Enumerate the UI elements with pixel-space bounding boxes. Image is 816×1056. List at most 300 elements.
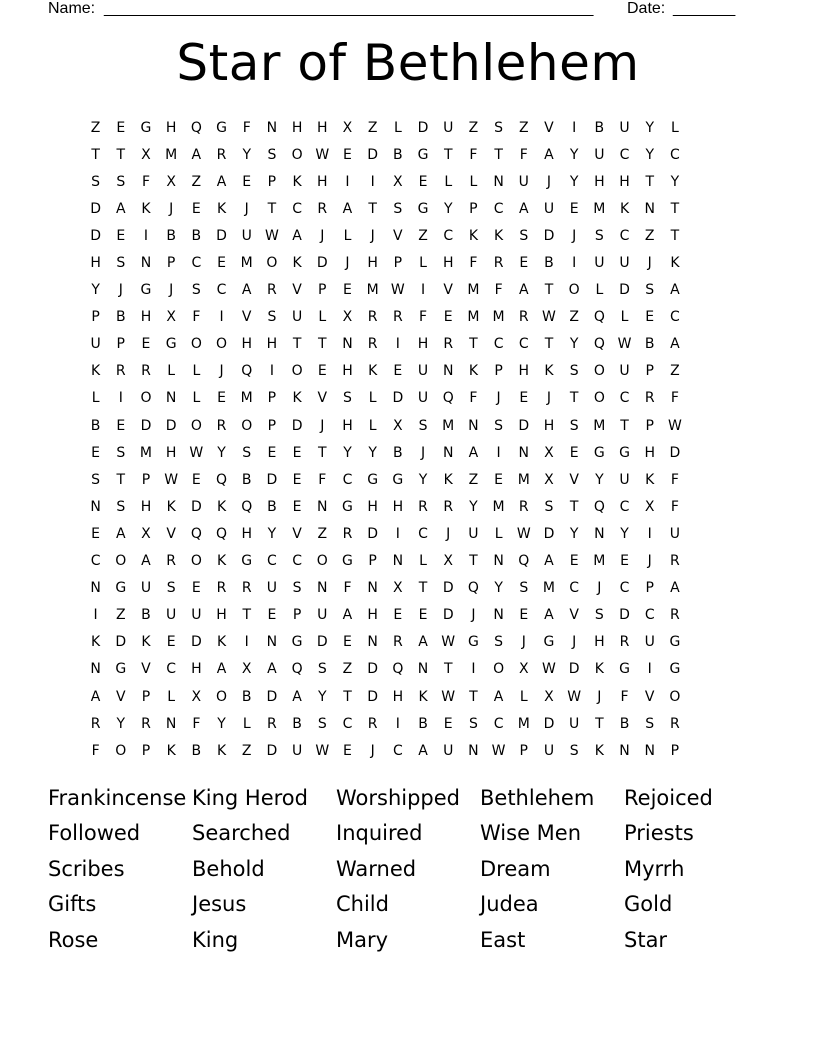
grid-letter: S <box>569 417 579 434</box>
grid-letter: G <box>291 634 303 651</box>
grid-letter: F <box>469 390 478 407</box>
word-bank-item: King Herod <box>192 785 308 810</box>
grid-letter: S <box>544 498 554 515</box>
grid-letter: D <box>417 119 429 136</box>
grid-letter: G <box>619 444 630 461</box>
grid-letter: E <box>166 634 176 651</box>
grid-letter: P <box>166 255 176 272</box>
grid-letter: M <box>492 498 505 515</box>
grid-letter: F <box>469 255 478 272</box>
grid-letter: Y <box>645 146 654 163</box>
grid-letter: F <box>494 282 503 299</box>
grid-letter: W <box>542 309 556 326</box>
grid-letter: R <box>392 309 403 326</box>
grid-letter: Q <box>392 661 404 678</box>
grid-letter: P <box>670 742 680 759</box>
word-bank <box>48 780 768 958</box>
grid-letter: N <box>442 363 454 380</box>
word-bank-item: Scribes <box>48 856 125 881</box>
grid-letter: S <box>393 200 403 217</box>
grid-letter: D <box>266 471 278 488</box>
grid-letter: E <box>569 444 579 461</box>
grid-letter: K <box>619 200 630 217</box>
grid-letter: H <box>216 607 227 624</box>
grid-letter: U <box>291 309 303 326</box>
grid-letter: L <box>494 525 503 542</box>
grid-letter: T <box>544 336 554 353</box>
grid-letter: T <box>620 417 629 434</box>
grid-letter: X <box>241 661 252 678</box>
grid-letter: O <box>568 282 580 299</box>
grid-letter: X <box>518 661 529 678</box>
grid-letter: P <box>318 282 327 299</box>
grid-letter: P <box>393 255 403 272</box>
grid-letter: K <box>166 742 176 759</box>
grid-letter: S <box>292 580 302 597</box>
grid-letter: E <box>116 417 126 434</box>
grid-letter: N <box>392 553 404 570</box>
grid-letter: V <box>292 282 302 299</box>
grid-letter: X <box>544 444 554 461</box>
grid-letter: O <box>216 688 228 705</box>
grid-letter: E <box>242 173 252 190</box>
grid-letter: O <box>669 688 681 705</box>
grid-letter: G <box>467 634 479 651</box>
grid-letter: C <box>493 200 504 217</box>
grid-letter: E <box>569 553 579 570</box>
grid-letter: N <box>442 444 454 461</box>
grid-letter: N <box>644 742 655 759</box>
grid-letter: G <box>669 634 681 651</box>
grid-letter: U <box>291 742 303 759</box>
grid-letter: T <box>418 580 428 597</box>
grid-letter: K <box>216 742 227 759</box>
grid-letter: X <box>544 471 554 488</box>
grid-letter: S <box>494 634 504 651</box>
grid-letter: S <box>494 119 504 136</box>
grid-letter: J <box>219 363 224 380</box>
grid-row <box>83 493 733 520</box>
grid-letter: P <box>519 742 528 759</box>
grid-letter: J <box>370 227 375 244</box>
grid-letter: T <box>91 146 100 163</box>
grid-letter: S <box>242 444 252 461</box>
grid-letter: A <box>418 742 428 759</box>
grid-letter: Z <box>191 173 202 190</box>
grid-letter: E <box>116 119 126 136</box>
grid-letter: R <box>241 580 252 597</box>
word-bank-item: Frankincense <box>48 785 187 810</box>
word-bank-item: Rose <box>48 927 99 952</box>
grid-letter: W <box>315 146 330 163</box>
grid-letter: A <box>115 525 126 542</box>
grid-letter: F <box>192 715 201 732</box>
grid-letter: N <box>90 580 101 597</box>
name-blank: _______________________________________________________ <box>104 0 594 17</box>
grid-letter: W <box>567 688 582 705</box>
grid-letter: H <box>317 119 328 136</box>
grid-letter: R <box>443 336 454 353</box>
grid-letter: A <box>670 282 680 299</box>
grid-letter: Y <box>670 173 680 190</box>
grid-letter: B <box>166 227 176 244</box>
grid-letter: D <box>367 688 379 705</box>
grid-letter: Y <box>418 471 428 488</box>
grid-letter: A <box>115 200 126 217</box>
word-bank-item: East <box>480 927 526 952</box>
word-bank-item: Mary <box>336 927 389 952</box>
grid-letter: P <box>368 553 377 570</box>
grid-letter: I <box>572 255 577 272</box>
grid-letter: G <box>367 471 379 488</box>
grid-letter: E <box>292 444 302 461</box>
grid-letter: D <box>190 498 202 515</box>
grid-letter: S <box>645 282 655 299</box>
grid-letter: Y <box>318 688 327 705</box>
grid-letter: S <box>594 607 604 624</box>
grid-letter: G <box>669 661 681 678</box>
grid-letter: S <box>191 282 201 299</box>
name-date-line <box>48 0 748 20</box>
grid-letter: G <box>165 336 177 353</box>
grid-letter: H <box>317 173 328 190</box>
grid-letter: H <box>392 688 404 705</box>
grid-letter: I <box>647 525 652 542</box>
grid-letter: N <box>493 173 504 190</box>
word-bank-item: Rejoiced <box>624 785 713 810</box>
grid-letter: C <box>644 607 655 624</box>
grid-letter: C <box>493 336 504 353</box>
grid-letter: T <box>544 282 554 299</box>
grid-letter: Y <box>217 715 226 732</box>
grid-letter: Z <box>644 227 655 244</box>
grid-letter: R <box>216 146 227 163</box>
grid-letter: Q <box>241 363 253 380</box>
grid-letter: G <box>543 634 555 651</box>
grid-letter: E <box>91 444 101 461</box>
grid-letter: H <box>140 498 152 515</box>
grid-letter: V <box>317 390 328 407</box>
grid-letter: Q <box>442 390 454 407</box>
grid-letter: U <box>443 119 454 136</box>
grid-letter: N <box>367 634 378 651</box>
grid-letter: R <box>367 715 378 732</box>
grid-letter: W <box>441 634 456 651</box>
grid-letter: Y <box>494 580 503 597</box>
grid-letter: T <box>469 553 478 570</box>
grid-letter: J <box>597 688 602 705</box>
grid-letter: Z <box>569 309 579 326</box>
grid-letter: D <box>367 661 379 678</box>
grid-letter: J <box>647 255 652 272</box>
grid-letter: N <box>90 498 101 515</box>
grid-letter: L <box>343 227 352 244</box>
grid-letter: P <box>494 363 503 380</box>
grid-letter: R <box>367 336 378 353</box>
grid-letter: H <box>165 444 177 461</box>
grid-letter: L <box>620 309 629 326</box>
grid-letter: D <box>115 634 127 651</box>
grid-letter: O <box>190 553 202 570</box>
grid-letter: H <box>367 255 378 272</box>
grid-letter: O <box>593 390 605 407</box>
grid-letter: C <box>619 498 630 515</box>
grid-letter: I <box>420 282 426 299</box>
grid-letter: U <box>619 363 630 380</box>
grid-letter: E <box>645 309 655 326</box>
grid-letter: Y <box>91 282 100 299</box>
grid-letter: Q <box>216 525 228 542</box>
grid-letter: F <box>670 471 679 488</box>
grid-row <box>83 168 733 195</box>
grid-row <box>83 358 733 385</box>
word-bank-item: King <box>192 927 239 952</box>
grid-letter: P <box>267 417 277 434</box>
grid-row <box>83 412 733 439</box>
grid-letter: J <box>647 553 652 570</box>
grid-row <box>83 249 733 276</box>
grid-letter: A <box>191 146 202 163</box>
grid-letter: T <box>318 336 327 353</box>
grid-letter: U <box>619 255 630 272</box>
grid-letter: S <box>116 498 126 515</box>
grid-row <box>83 114 733 141</box>
grid-letter: S <box>519 580 529 597</box>
grid-letter: T <box>116 471 126 488</box>
grid-letter: W <box>516 525 531 542</box>
grid-letter: Y <box>242 146 251 163</box>
grid-row <box>83 385 733 412</box>
grid-letter: C <box>342 471 353 488</box>
grid-letter: H <box>417 336 429 353</box>
word-bank-item: Bethlehem <box>480 785 595 810</box>
grid-letter: N <box>367 580 378 597</box>
grid-letter: R <box>267 715 277 732</box>
grid-letter: U <box>140 580 152 597</box>
grid-letter: T <box>645 173 654 190</box>
grid-letter: H <box>619 173 630 190</box>
grid-letter: J <box>370 742 375 759</box>
grid-letter: C <box>670 146 680 163</box>
grid-letter: I <box>370 173 375 190</box>
grid-letter: G <box>619 661 630 678</box>
grid-letter: A <box>493 688 504 705</box>
grid-letter: D <box>543 525 555 542</box>
grid-letter: Y <box>343 444 352 461</box>
grid-letter: D <box>669 444 681 461</box>
grid-letter: L <box>368 417 377 434</box>
grid-letter: E <box>519 390 529 407</box>
grid-letter: A <box>670 336 680 353</box>
grid-letter: O <box>493 661 505 678</box>
grid-letter: U <box>191 607 202 624</box>
grid-letter: E <box>443 715 453 732</box>
grid-letter: E <box>343 742 352 759</box>
grid-letter: V <box>141 661 151 678</box>
grid-letter: L <box>444 173 453 190</box>
grid-letter: A <box>241 282 252 299</box>
letter-grid <box>83 114 733 764</box>
grid-letter: F <box>620 688 629 705</box>
grid-letter: H <box>241 525 252 542</box>
grid-letter: R <box>216 580 227 597</box>
grid-letter: R <box>493 255 504 272</box>
grid-letter: D <box>165 417 177 434</box>
grid-letter: S <box>267 146 277 163</box>
grid-letter: H <box>644 444 655 461</box>
grid-letter: Y <box>569 525 579 542</box>
grid-letter: K <box>443 471 453 488</box>
grid-letter: A <box>518 200 529 217</box>
grid-letter: H <box>367 498 378 515</box>
grid-letter: S <box>166 580 176 597</box>
grid-letter: L <box>469 173 478 190</box>
grid-letter: N <box>165 390 177 407</box>
grid-letter: L <box>167 688 176 705</box>
grid-letter: M <box>517 715 530 732</box>
grid-letter: Q <box>593 309 605 326</box>
grid-letter: B <box>393 444 403 461</box>
grid-row <box>83 548 733 575</box>
grid-letter: S <box>317 715 327 732</box>
word-bank-item: Dream <box>480 856 551 881</box>
grid-letter: X <box>166 173 176 190</box>
word-bank-row <box>48 816 768 852</box>
grid-letter: Q <box>593 498 605 515</box>
grid-letter: Y <box>569 146 579 163</box>
grid-letter: P <box>116 336 125 353</box>
grid-letter: S <box>569 363 579 380</box>
grid-letter: V <box>569 607 579 624</box>
grid-row <box>83 277 733 304</box>
grid-letter: K <box>216 634 227 651</box>
grid-letter: N <box>266 119 278 136</box>
grid-letter: B <box>644 336 655 353</box>
grid-row <box>83 331 733 358</box>
grid-letter: R <box>166 553 177 570</box>
grid-letter: C <box>619 146 630 163</box>
grid-letter: I <box>93 607 98 624</box>
grid-letter: X <box>166 309 176 326</box>
grid-letter: J <box>169 282 174 299</box>
grid-letter: H <box>594 634 605 651</box>
grid-letter: Z <box>115 607 126 624</box>
grid-letter: M <box>467 282 480 299</box>
grid-letter: Z <box>317 525 328 542</box>
grid-letter: V <box>544 119 554 136</box>
grid-letter: T <box>443 146 453 163</box>
grid-letter: R <box>367 309 378 326</box>
grid-letter: U <box>669 525 681 542</box>
grid-letter: E <box>116 227 126 244</box>
grid-letter: L <box>192 363 201 380</box>
grid-letter: W <box>667 417 682 434</box>
grid-letter: N <box>468 742 479 759</box>
grid-letter: X <box>342 309 353 326</box>
word-bank-item: Followed <box>48 821 141 846</box>
grid-letter: E <box>217 255 226 272</box>
word-bank-item: Star <box>624 927 668 952</box>
grid-letter: I <box>269 363 274 380</box>
grid-letter: T <box>494 146 503 163</box>
grid-letter: J <box>345 255 350 272</box>
grid-letter: W <box>491 742 506 759</box>
grid-letter: L <box>671 119 679 136</box>
grid-letter: W <box>264 227 279 244</box>
grid-letter: U <box>417 363 429 380</box>
grid-letter: J <box>521 634 526 651</box>
grid-letter: I <box>395 336 400 353</box>
grid-letter: P <box>469 200 478 217</box>
grid-letter: P <box>141 471 151 488</box>
grid-letter: E <box>519 607 529 624</box>
grid-letter: O <box>115 742 127 759</box>
grid-letter: K <box>216 200 227 217</box>
grid-letter: I <box>395 525 400 542</box>
grid-letter: Q <box>593 336 605 353</box>
grid-letter: N <box>468 417 479 434</box>
grid-letter: C <box>216 282 227 299</box>
grid-letter: H <box>241 336 252 353</box>
date-blank: _______ <box>673 0 736 17</box>
grid-letter: L <box>192 390 201 407</box>
grid-letter: I <box>219 309 224 326</box>
date-label: Date: <box>627 0 666 17</box>
grid-letter: S <box>116 255 126 272</box>
grid-letter: N <box>518 444 530 461</box>
grid-letter: T <box>443 661 453 678</box>
grid-letter: K <box>468 227 478 244</box>
grid-letter: L <box>519 688 528 705</box>
grid-letter: L <box>318 309 327 326</box>
grid-letter: A <box>670 580 680 597</box>
grid-letter: E <box>393 607 403 624</box>
grid-letter: K <box>216 498 227 515</box>
grid-letter: F <box>242 119 251 136</box>
grid-letter: B <box>544 255 554 272</box>
grid-letter: O <box>140 390 152 407</box>
grid-letter: M <box>240 390 253 407</box>
grid-letter: V <box>166 525 176 542</box>
grid-letter: B <box>418 715 428 732</box>
grid-letter: L <box>419 553 427 570</box>
grid-letter: N <box>417 661 429 678</box>
grid-letter: U <box>166 607 177 624</box>
grid-letter: Y <box>569 173 579 190</box>
grid-letter: U <box>619 119 630 136</box>
grid-letter: Z <box>342 661 353 678</box>
grid-letter: T <box>267 200 277 217</box>
grid-letter: P <box>91 309 100 326</box>
grid-letter: G <box>417 146 429 163</box>
grid-letter: J <box>320 417 325 434</box>
grid-letter: K <box>544 363 554 380</box>
word-bank-item: Warned <box>336 856 417 881</box>
grid-letter: S <box>569 742 579 759</box>
grid-letter: M <box>240 255 253 272</box>
grid-letter: Z <box>418 227 428 244</box>
grid-letter: E <box>343 146 352 163</box>
grid-letter: D <box>266 688 278 705</box>
grid-letter: Q <box>467 580 479 597</box>
grid-row <box>83 683 733 710</box>
grid-letter: E <box>217 390 226 407</box>
grid-letter: U <box>518 173 529 190</box>
grid-letter: R <box>392 634 403 651</box>
grid-letter: S <box>116 444 126 461</box>
grid-letter: V <box>644 688 655 705</box>
grid-letter: D <box>291 417 303 434</box>
